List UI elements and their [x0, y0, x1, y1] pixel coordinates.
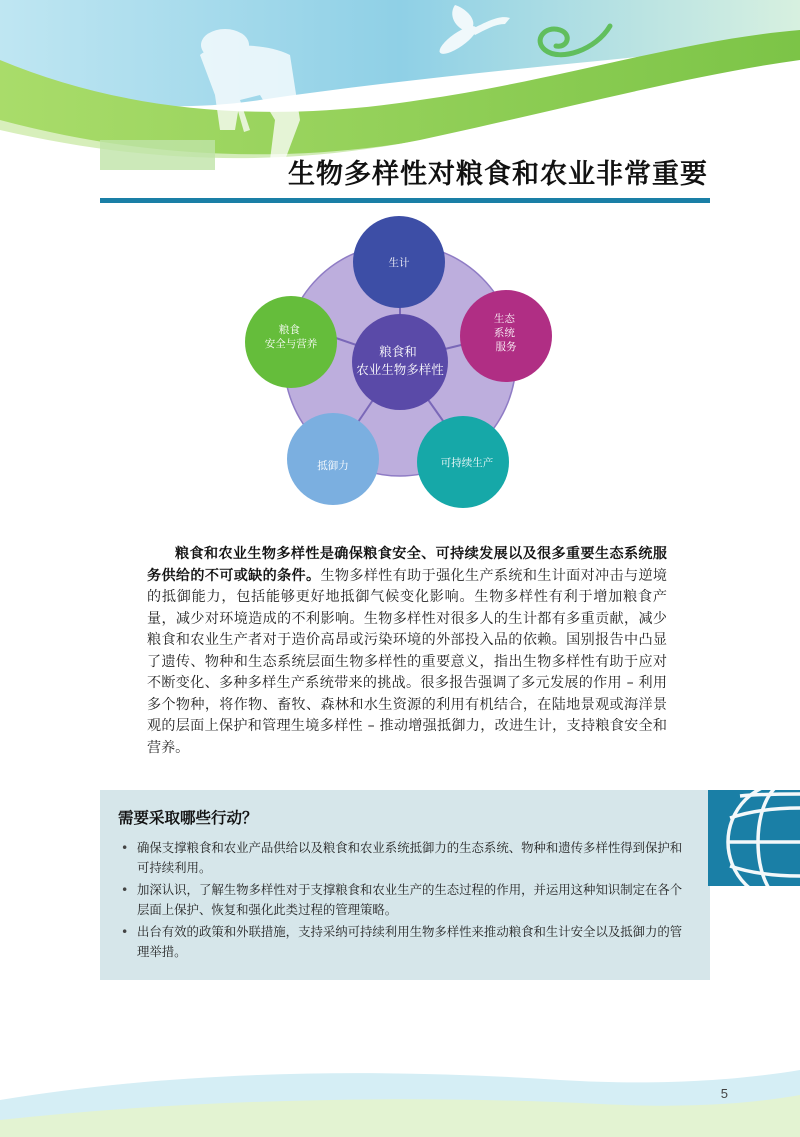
- action-item: • 确保支撑粮食和农业产品供给以及粮食和农业系统抵御力的生态系统、物种和遗传多样性得到保护和可持续利用。: [118, 838, 692, 878]
- node-resilience-label: 抵御力: [317, 460, 349, 472]
- action-item: • 出台有效的政策和外联措施，支持采纳可持续利用生物多样性来推动粮食和生计安全以及抵御力的管理举措。: [118, 922, 692, 962]
- node-sustainable-production-label: 可持续生产: [440, 457, 494, 469]
- node-food-security-label: 粮食 安全与营养: [264, 324, 318, 350]
- body-lead: 粮食和农业生物多样性是确保粮食安全、可持续发展以及很多重要生态系统服务供给的不可或缺的条件。: [147, 546, 667, 584]
- action-list: [118, 838, 692, 962]
- node-ecosystem-services-label: 生态 系统 服务: [493, 313, 517, 353]
- node-resilience: [287, 413, 379, 505]
- node-livelihoods-label: 生计: [388, 257, 410, 269]
- action-box-title: 需要采取哪些行动？: [118, 809, 258, 827]
- action-item: • 加深认识，了解生物多样性对于支撑粮食和农业生产的生态过程的作用，并运用这种知识制定在各个层面上保护、恢复和强化此类过程的管理策略。: [118, 880, 692, 920]
- body-text: 生物多样性有助于强化生产系统和生计面对冲击与逆境的抵御能力，包括能够更好地抵御气候变化影响。生物多样性有利于增加粮食产量，减少对环境造成的不利影响。生物多样性对很多人的生计都有多重贡献，减少粮食和农业生产者对于造价高昂或污染环境的外部投入品的依赖。国别报告中凸显了遗传、物种和生态系统层面生物多样性的重要意义，指出生物多样性有助于应对不断变化、多种多样生产系统带来的挑战。很多报告强调了多元发展的作用 – 利用多个物种，将作物、畜牧、森林和水生资源的利用有机结合，在陆地景观或海洋景观的层面上保护和管理生境多样性 – 推动增强抵御力，改进生计，支持粮食安全和营养。: [147, 567, 667, 756]
- page-number: 5: [720, 1086, 728, 1101]
- globe-icon: [708, 790, 800, 886]
- footer-wave: [0, 1040, 800, 1137]
- page-title: 生物多样性对粮食和农业非常重要: [288, 159, 708, 190]
- action-box: [100, 790, 710, 980]
- biodiversity-diagram: [230, 210, 570, 520]
- node-center-label: 粮食和 农业生物多样性: [356, 344, 444, 377]
- title-rule: [100, 198, 710, 203]
- body-paragraph: [147, 544, 667, 759]
